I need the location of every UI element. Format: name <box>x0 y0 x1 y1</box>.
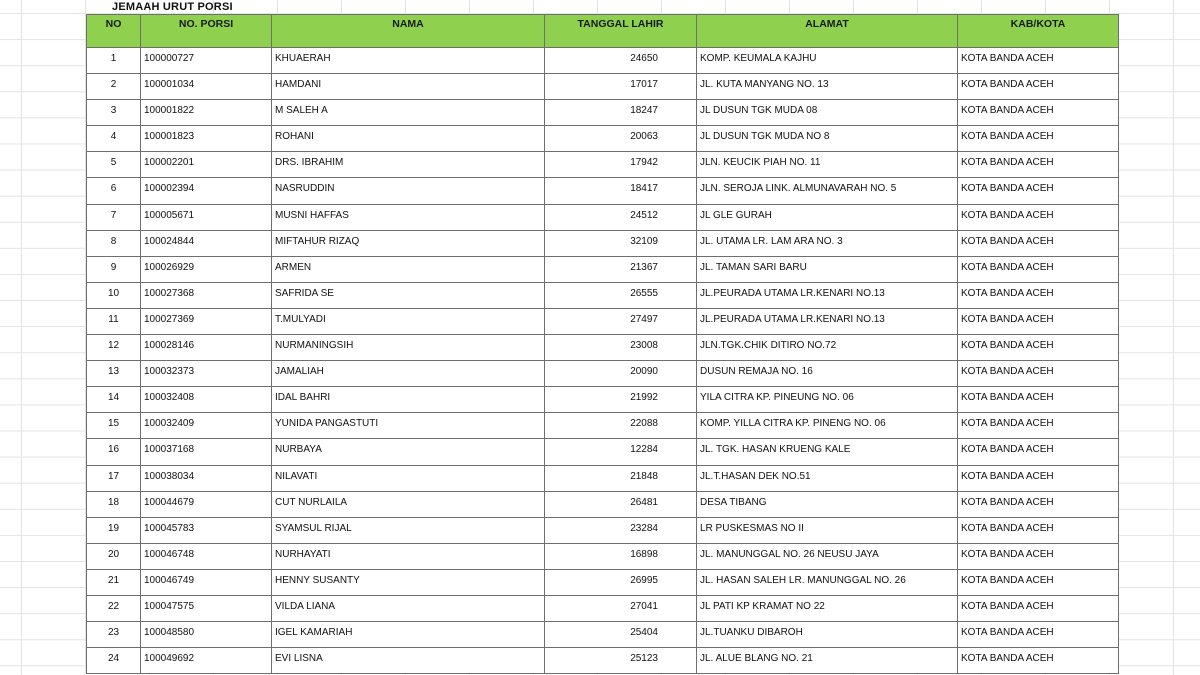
cell-alamat[interactable]: JL PATI KP KRAMAT NO 22 <box>697 595 958 621</box>
cell-alamat[interactable]: JL. MANUNGGAL NO. 26 NEUSU JAYA <box>697 543 958 569</box>
cell-alamat[interactable]: DUSUN REMAJA NO. 16 <box>697 361 958 387</box>
cell-tanggal-lahir[interactable]: 21367 <box>545 256 697 282</box>
cell-nama[interactable]: HENNY SUSANTY <box>272 569 545 595</box>
cell-nama[interactable]: M SALEH A <box>272 100 545 126</box>
cell-alamat[interactable]: JLN. KEUCIK PIAH NO. 11 <box>697 152 958 178</box>
cell-alamat[interactable]: JLN.TGK.CHIK DITIRO NO.72 <box>697 335 958 361</box>
cell-kab-kota[interactable]: KOTA BANDA ACEH <box>958 178 1119 204</box>
cell-no[interactable]: 10 <box>87 282 141 308</box>
cell-alamat[interactable]: JL. KUTA MANYANG NO. 13 <box>697 74 958 100</box>
table-row <box>87 413 1119 439</box>
cell-tanggal-lahir[interactable]: 17942 <box>545 152 697 178</box>
cell-tanggal-lahir[interactable]: 21848 <box>545 465 697 491</box>
cell-no-porsi[interactable]: 100001822 <box>141 100 272 126</box>
cell-kab-kota[interactable]: KOTA BANDA ACEH <box>958 152 1119 178</box>
table-row <box>87 595 1119 621</box>
table-row <box>87 282 1119 308</box>
table-row <box>87 74 1119 100</box>
cell-no[interactable]: 16 <box>87 439 141 465</box>
cell-nama[interactable]: SAFRIDA SE <box>272 282 545 308</box>
table-row <box>87 569 1119 595</box>
cell-kab-kota[interactable]: KOTA BANDA ACEH <box>958 543 1119 569</box>
cell-kab-kota[interactable]: KOTA BANDA ACEH <box>958 74 1119 100</box>
cell-no-porsi[interactable]: 100032408 <box>141 387 272 413</box>
cell-nama[interactable]: EVI LISNA <box>272 648 545 674</box>
cell-nama[interactable]: JAMALIAH <box>272 361 545 387</box>
cell-nama[interactable]: MIFTAHUR RIZAQ <box>272 230 545 256</box>
cell-nama[interactable]: IDAL BAHRI <box>272 387 545 413</box>
table-row <box>87 622 1119 648</box>
cell-nama[interactable]: IGEL KAMARIAH <box>272 622 545 648</box>
cell-nama[interactable]: DRS. IBRAHIM <box>272 152 545 178</box>
cell-kab-kota[interactable]: KOTA BANDA ACEH <box>958 256 1119 282</box>
cell-no[interactable]: 20 <box>87 543 141 569</box>
table-row <box>87 230 1119 256</box>
cell-no[interactable]: 2 <box>87 74 141 100</box>
table-row <box>87 256 1119 282</box>
cell-tanggal-lahir[interactable]: 18417 <box>545 178 697 204</box>
cell-no-porsi[interactable]: 100005671 <box>141 204 272 230</box>
table-row <box>87 126 1119 152</box>
table-row <box>87 204 1119 230</box>
cell-no[interactable]: 19 <box>87 517 141 543</box>
cell-alamat[interactable]: JL. ALUE BLANG NO. 21 <box>697 648 958 674</box>
cell-kab-kota[interactable]: KOTA BANDA ACEH <box>958 48 1119 74</box>
cell-kab-kota[interactable]: KOTA BANDA ACEH <box>958 439 1119 465</box>
header-cell-nama[interactable]: NAMA <box>272 15 545 48</box>
cell-alamat[interactable]: JL.PEURADA UTAMA LR.KENARI NO.13 <box>697 308 958 334</box>
cell-no-porsi[interactable]: 100026929 <box>141 256 272 282</box>
header-cell-no-porsi[interactable]: NO. PORSI <box>141 15 272 48</box>
cell-kab-kota[interactable]: KOTA BANDA ACEH <box>958 361 1119 387</box>
cell-no-porsi[interactable]: 100001823 <box>141 126 272 152</box>
cell-alamat[interactable]: LR PUSKESMAS NO II <box>697 517 958 543</box>
table-row <box>87 152 1119 178</box>
cell-alamat[interactable]: JL DUSUN TGK MUDA NO 8 <box>697 126 958 152</box>
table-row <box>87 100 1119 126</box>
cell-tanggal-lahir[interactable]: 18247 <box>545 100 697 126</box>
table-row <box>87 517 1119 543</box>
sheet-title: JEMAAH URUT PORSI <box>112 1 233 13</box>
cell-alamat[interactable]: JL. UTAMA LR. LAM ARA NO. 3 <box>697 230 958 256</box>
cell-no[interactable]: 21 <box>87 569 141 595</box>
cell-no-porsi[interactable]: 100024844 <box>141 230 272 256</box>
cell-no-porsi[interactable]: 100001034 <box>141 74 272 100</box>
cell-no[interactable]: 15 <box>87 413 141 439</box>
data-table <box>86 14 1119 674</box>
cell-nama[interactable]: NURBAYA <box>272 439 545 465</box>
cell-tanggal-lahir[interactable]: 27041 <box>545 595 697 621</box>
cell-no[interactable]: 3 <box>87 100 141 126</box>
cell-no-porsi[interactable]: 100027369 <box>141 308 272 334</box>
cell-alamat[interactable]: JL GLE GURAH <box>697 204 958 230</box>
cell-alamat[interactable]: JL. TGK. HASAN KRUENG KALE <box>697 439 958 465</box>
cell-tanggal-lahir[interactable]: 24650 <box>545 48 697 74</box>
cell-no[interactable]: 24 <box>87 648 141 674</box>
cell-no-porsi[interactable]: 100000727 <box>141 48 272 74</box>
cell-nama[interactable]: YUNIDA PANGASTUTI <box>272 413 545 439</box>
cell-kab-kota[interactable]: KOTA BANDA ACEH <box>958 491 1119 517</box>
cell-alamat[interactable]: JL.TUANKU DIBAROH <box>697 622 958 648</box>
cell-tanggal-lahir[interactable]: 26481 <box>545 491 697 517</box>
cell-alamat[interactable]: JL. HASAN SALEH LR. MANUNGGAL NO. 26 <box>697 569 958 595</box>
cell-tanggal-lahir[interactable]: 32109 <box>545 230 697 256</box>
cell-tanggal-lahir[interactable]: 25404 <box>545 622 697 648</box>
cell-tanggal-lahir[interactable]: 23008 <box>545 335 697 361</box>
table-row <box>87 308 1119 334</box>
cell-kab-kota[interactable]: KOTA BANDA ACEH <box>958 387 1119 413</box>
cell-no-porsi[interactable]: 100048580 <box>141 622 272 648</box>
cell-no-porsi[interactable]: 100038034 <box>141 465 272 491</box>
cell-alamat[interactable]: DESA TIBANG <box>697 491 958 517</box>
cell-nama[interactable]: ROHANI <box>272 126 545 152</box>
cell-no-porsi[interactable]: 100002394 <box>141 178 272 204</box>
cell-tanggal-lahir[interactable]: 26555 <box>545 282 697 308</box>
cell-kab-kota[interactable]: KOTA BANDA ACEH <box>958 230 1119 256</box>
cell-alamat[interactable]: JLN. SEROJA LINK. ALMUNAVARAH NO. 5 <box>697 178 958 204</box>
cell-kab-kota[interactable]: KOTA BANDA ACEH <box>958 126 1119 152</box>
cell-kab-kota[interactable]: KOTA BANDA ACEH <box>958 335 1119 361</box>
cell-nama[interactable]: T.MULYADI <box>272 308 545 334</box>
cell-kab-kota[interactable]: KOTA BANDA ACEH <box>958 517 1119 543</box>
table-body <box>87 48 1119 674</box>
table-row <box>87 178 1119 204</box>
cell-no-porsi[interactable]: 100032373 <box>141 361 272 387</box>
cell-no-porsi[interactable]: 100045783 <box>141 517 272 543</box>
table-row <box>87 361 1119 387</box>
cell-alamat[interactable]: JL.PEURADA UTAMA LR.KENARI NO.13 <box>697 282 958 308</box>
cell-kab-kota[interactable]: KOTA BANDA ACEH <box>958 282 1119 308</box>
cell-alamat[interactable]: KOMP. YILLA CITRA KP. PINENG NO. 06 <box>697 413 958 439</box>
cell-tanggal-lahir[interactable]: 24512 <box>545 204 697 230</box>
cell-nama[interactable]: NASRUDDIN <box>272 178 545 204</box>
cell-no-porsi[interactable]: 100037168 <box>141 439 272 465</box>
cell-no-porsi[interactable]: 100046748 <box>141 543 272 569</box>
cell-no[interactable]: 6 <box>87 178 141 204</box>
cell-tanggal-lahir[interactable]: 20063 <box>545 126 697 152</box>
cell-tanggal-lahir[interactable]: 16898 <box>545 543 697 569</box>
table-row <box>87 335 1119 361</box>
cell-no[interactable]: 17 <box>87 465 141 491</box>
cell-kab-kota[interactable]: KOTA BANDA ACEH <box>958 465 1119 491</box>
cell-alamat[interactable]: KOMP. KEUMALA KAJHU <box>697 48 958 74</box>
cell-no-porsi[interactable]: 100028146 <box>141 335 272 361</box>
cell-nama[interactable]: NURHAYATI <box>272 543 545 569</box>
header-cell-kab-kota[interactable]: KAB/KOTA <box>958 15 1119 48</box>
cell-kab-kota[interactable]: KOTA BANDA ACEH <box>958 100 1119 126</box>
cell-tanggal-lahir[interactable]: 12284 <box>545 439 697 465</box>
cell-no[interactable]: 14 <box>87 387 141 413</box>
cell-kab-kota[interactable]: KOTA BANDA ACEH <box>958 595 1119 621</box>
cell-no-porsi[interactable]: 100049692 <box>141 648 272 674</box>
table-row <box>87 48 1119 74</box>
cell-nama[interactable]: VILDA LIANA <box>272 595 545 621</box>
cell-alamat[interactable]: YILA CITRA KP. PINEUNG NO. 06 <box>697 387 958 413</box>
header-cell-alamat[interactable]: ALAMAT <box>697 15 958 48</box>
table-row <box>87 439 1119 465</box>
cell-alamat[interactable]: JL. TAMAN SARI BARU <box>697 256 958 282</box>
cell-tanggal-lahir[interactable]: 22088 <box>545 413 697 439</box>
cell-no-porsi[interactable]: 100047575 <box>141 595 272 621</box>
cell-tanggal-lahir[interactable]: 25123 <box>545 648 697 674</box>
cell-no[interactable]: 22 <box>87 595 141 621</box>
cell-no[interactable]: 7 <box>87 204 141 230</box>
header-row <box>87 15 1119 48</box>
cell-no[interactable]: 1 <box>87 48 141 74</box>
cell-no-porsi[interactable]: 100027368 <box>141 282 272 308</box>
cell-nama[interactable]: HAMDANI <box>272 74 545 100</box>
cell-tanggal-lahir[interactable]: 17017 <box>545 74 697 100</box>
cell-nama[interactable]: MUSNI HAFFAS <box>272 204 545 230</box>
table-row <box>87 465 1119 491</box>
cell-tanggal-lahir[interactable]: 27497 <box>545 308 697 334</box>
table-row <box>87 491 1119 517</box>
cell-kab-kota[interactable]: KOTA BANDA ACEH <box>958 204 1119 230</box>
header-cell-tanggal-lahir[interactable]: TANGGAL LAHIR <box>545 15 697 48</box>
cell-no-porsi[interactable]: 100044679 <box>141 491 272 517</box>
cell-nama[interactable]: NILAVATI <box>272 465 545 491</box>
header-cell-no[interactable]: NO <box>87 15 141 48</box>
cell-alamat[interactable]: JL DUSUN TGK MUDA 08 <box>697 100 958 126</box>
cell-tanggal-lahir[interactable]: 20090 <box>545 361 697 387</box>
cell-no[interactable]: 11 <box>87 308 141 334</box>
cell-nama[interactable]: SYAMSUL RIJAL <box>272 517 545 543</box>
cell-tanggal-lahir[interactable]: 21992 <box>545 387 697 413</box>
cell-no[interactable]: 4 <box>87 126 141 152</box>
cell-nama[interactable]: CUT NURLAILA <box>272 491 545 517</box>
cell-nama[interactable]: ARMEN <box>272 256 545 282</box>
cell-kab-kota[interactable]: KOTA BANDA ACEH <box>958 569 1119 595</box>
table-row <box>87 387 1119 413</box>
table-row <box>87 543 1119 569</box>
cell-no[interactable]: 5 <box>87 152 141 178</box>
cell-kab-kota[interactable]: KOTA BANDA ACEH <box>958 413 1119 439</box>
cell-no[interactable]: 23 <box>87 622 141 648</box>
cell-kab-kota[interactable]: KOTA BANDA ACEH <box>958 308 1119 334</box>
cell-no[interactable]: 9 <box>87 256 141 282</box>
cell-kab-kota[interactable]: KOTA BANDA ACEH <box>958 622 1119 648</box>
cell-tanggal-lahir[interactable]: 23284 <box>545 517 697 543</box>
cell-nama[interactable]: NURMANINGSIH <box>272 335 545 361</box>
cell-alamat[interactable]: JL.T.HASAN DEK NO.51 <box>697 465 958 491</box>
cell-no-porsi[interactable]: 100002201 <box>141 152 272 178</box>
table-row <box>87 648 1119 674</box>
cell-tanggal-lahir[interactable]: 26995 <box>545 569 697 595</box>
cell-no[interactable]: 18 <box>87 491 141 517</box>
cell-no-porsi[interactable]: 100046749 <box>141 569 272 595</box>
cell-kab-kota[interactable]: KOTA BANDA ACEH <box>958 648 1119 674</box>
cell-no-porsi[interactable]: 100032409 <box>141 413 272 439</box>
cell-no[interactable]: 8 <box>87 230 141 256</box>
cell-no[interactable]: 13 <box>87 361 141 387</box>
cell-nama[interactable]: KHUAERAH <box>272 48 545 74</box>
cell-no[interactable]: 12 <box>87 335 141 361</box>
